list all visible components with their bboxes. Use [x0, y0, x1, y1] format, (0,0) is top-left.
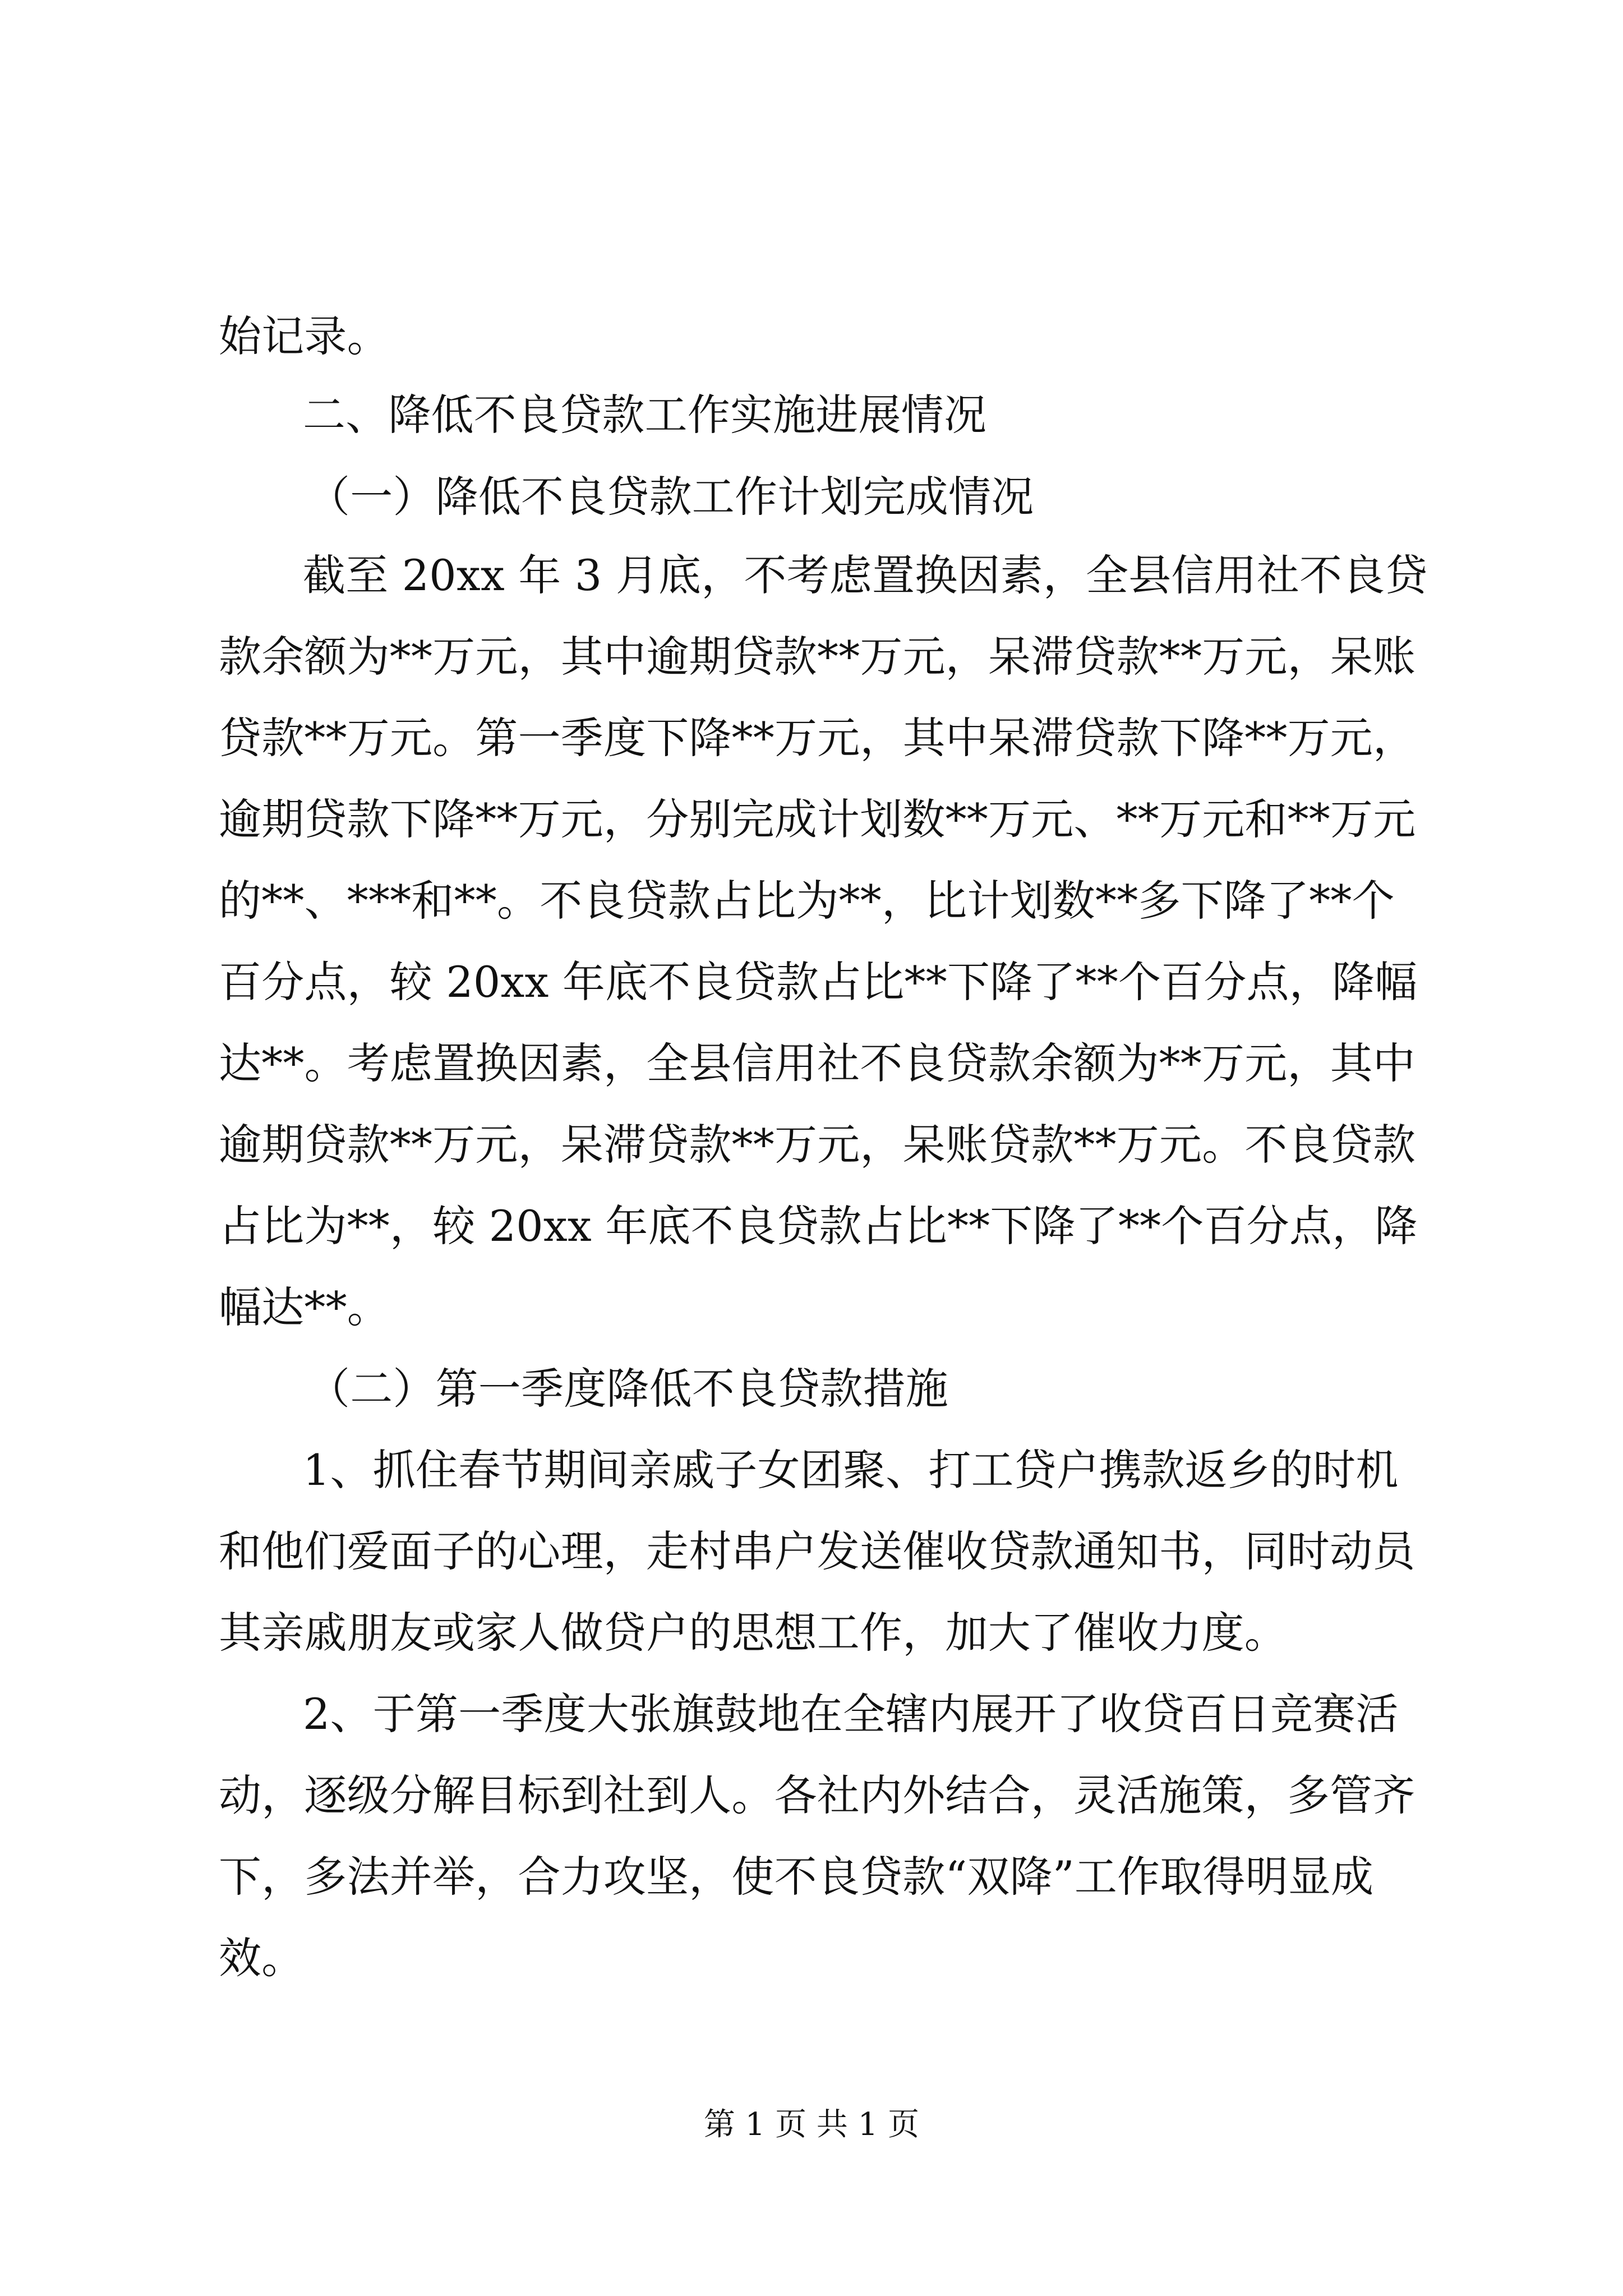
body-text-line: 贷款**万元。第一季度下降**万元，其中呆滞贷款下降**万元， — [219, 713, 1416, 763]
body-text-line: 达**。考虑置换因素，全县信用社不良贷款余额为**万元，其中 — [219, 1038, 1415, 1088]
page-number-footer: 第 1 页 共 1 页 — [703, 2106, 920, 2143]
body-text-line: 动，逐级分解目标到社到人。各社内外结合，灵活施策，多管齐 — [219, 1770, 1415, 1820]
subsection-heading: （一）降低不良贷款工作计划完成情况 — [307, 472, 1034, 522]
body-text-line: 始记录。 — [219, 311, 390, 361]
body-text-line: 和他们爱面子的心理，走村串户发送催收贷款通知书，同时动员 — [219, 1526, 1415, 1576]
section-heading: 二、降低不良贷款工作实施进展情况 — [303, 390, 987, 440]
body-text-line: 其亲戚朋友或家人做贷户的思想工作，加大了催收力度。 — [219, 1608, 1287, 1658]
body-text-line: 效。 — [219, 1933, 305, 1983]
body-text-line: 下，多法并举，合力攻坚，使不良贷款“双降”工作取得明显成 — [219, 1852, 1374, 1902]
paragraph-first-line: 1、抓住春节期间亲戚子女团聚、打工贷户携款返乡的时机 — [303, 1445, 1399, 1495]
paragraph-first-line: 2、于第一季度大张旗鼓地在全辖内展开了收贷百日竞赛活 — [303, 1689, 1399, 1739]
body-text-line: 的**、***和**。不良贷款占比为**，比计划数**多下降了**个 — [219, 876, 1395, 926]
paragraph-first-line: 截至 20xx 年 3 月底，不考虑置换因素，全县信用社不良贷 — [303, 550, 1428, 600]
body-text-line: 逾期贷款**万元，呆滞贷款**万元，呆账贷款**万元。不良贷款 — [219, 1120, 1416, 1170]
subsection-heading: （二）第一季度降低不良贷款措施 — [307, 1364, 948, 1414]
body-text-line: 逾期贷款下降**万元，分别完成计划数**万元、**万元和**万元 — [219, 794, 1416, 844]
body-text-line: 百分点，较 20xx 年底不良贷款占比**下降了**个百分点，降幅 — [219, 957, 1418, 1007]
body-text-line: 占比为**，较 20xx 年底不良贷款占比**下降了**个百分点，降 — [219, 1201, 1418, 1251]
body-text-line: 款余额为**万元，其中逾期贷款**万元，呆滞贷款**万元，呆账 — [219, 632, 1416, 682]
body-text-line: 幅达**。 — [219, 1282, 390, 1332]
